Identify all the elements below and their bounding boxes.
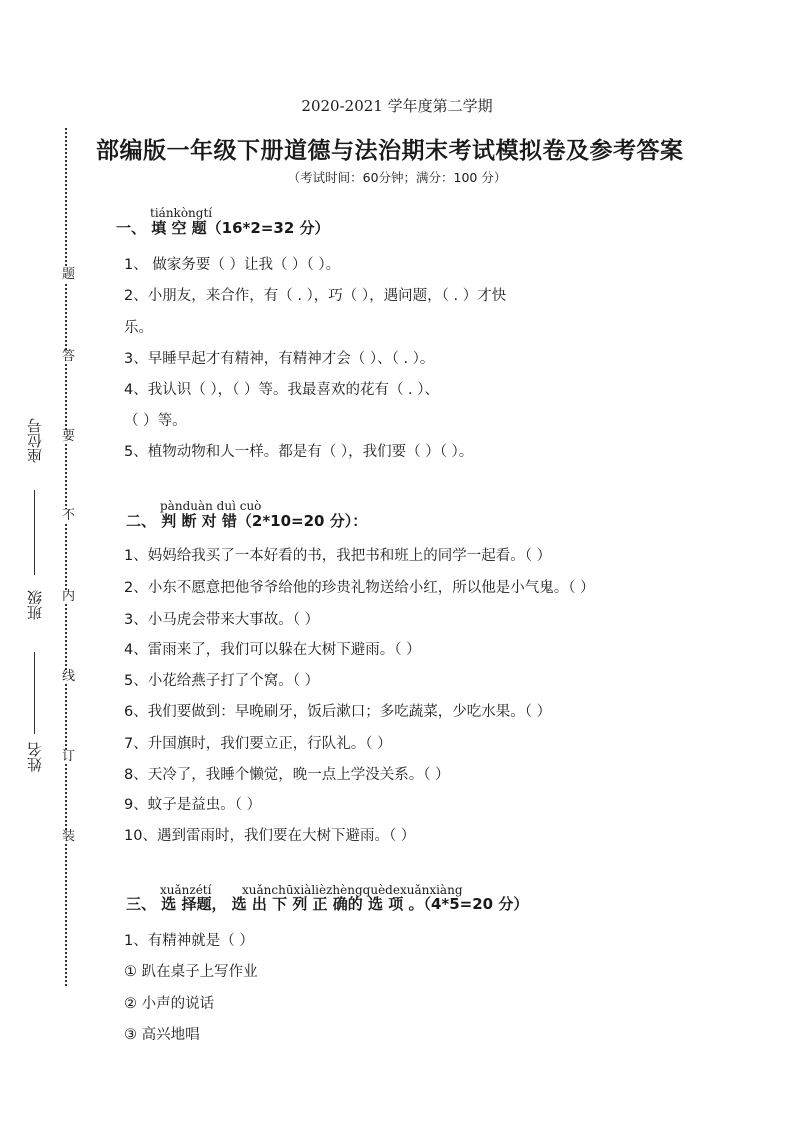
option: ② 小声的说话 bbox=[124, 996, 215, 1012]
seal-char: 内 bbox=[62, 589, 76, 604]
class-field[interactable] bbox=[34, 652, 35, 734]
question: （ ）等。 bbox=[124, 413, 187, 429]
section-pinyin: pànduàn duì cuò bbox=[160, 499, 262, 513]
exam-subtitle: （考试时间：60分钟；满分：100 分） bbox=[287, 170, 507, 185]
question: 5、植物动物和人一样。都是有（ ），我们要（ ）（ ）。 bbox=[124, 444, 474, 460]
binding-dotted-line bbox=[65, 128, 67, 986]
option: ① 趴在桌子上写作业 bbox=[124, 964, 258, 980]
question: 5、小花给燕子打了个窝。（ ） bbox=[124, 673, 320, 689]
seal-char: 线 bbox=[62, 669, 76, 684]
question: 乐。 bbox=[124, 320, 153, 336]
seal-char: 不 bbox=[62, 508, 76, 523]
section-heading: 一、 填 空 题（16*2=32 分） bbox=[116, 219, 330, 237]
question: 2、小东不愿意把他爷爷给他的珍贵礼物送给小红，所以他是小气鬼。（ ） bbox=[124, 580, 595, 596]
question: 3、小马虎会带来大事故。（ ） bbox=[124, 612, 320, 628]
question: 4、我认识（ ），（ ）等。我最喜欢的花有（ . ）、 bbox=[124, 382, 440, 398]
question: 9、蚊子是益虫。（ ） bbox=[124, 797, 262, 813]
question: 2、小朋友，来合作，有（ . ），巧（ ），遇问题，（ . ）才快 bbox=[124, 288, 507, 304]
section-pinyin: xuǎnchūxiàlièzhèngquèdexuǎnxiàng bbox=[242, 883, 463, 897]
question: 6、我们要做到：早晚刷牙，饭后漱口；多吃蔬菜，少吃水果。（ ） bbox=[124, 704, 552, 720]
seat-number-field[interactable] bbox=[34, 490, 35, 575]
section-pinyin: tiánkòngtí bbox=[150, 206, 213, 220]
section-pinyin: xuǎnzétí bbox=[160, 883, 212, 897]
question: 1、妈妈给我买了一本好看的书，我把书和班上的同学一起看。（ ） bbox=[124, 548, 552, 564]
name-label: 姓名 bbox=[26, 742, 44, 772]
seal-char: 订 bbox=[62, 749, 76, 764]
question: 10、遇到雷雨时，我们要在大树下避雨。（ ） bbox=[124, 828, 416, 844]
question: 7、升国旗时，我们要立正，行队礼。（ ） bbox=[124, 736, 392, 752]
question: 1、有精神就是（ ） bbox=[124, 933, 254, 949]
seal-char: 题 bbox=[62, 267, 76, 282]
exam-title: 部编版一年级下册道德与法治期末考试模拟卷及参考答案 bbox=[96, 138, 684, 164]
question: 1、 做家务要（ ）让我（ ）（ ）。 bbox=[124, 257, 341, 273]
question: 8、天冷了，我睡个懒觉，晚一点上学没关系。（ ） bbox=[124, 767, 450, 783]
seal-char: 要 bbox=[62, 429, 76, 444]
school-year: 2020-2021 学年度第二学期 bbox=[301, 97, 493, 115]
question: 3、早睡早起才有精神，有精神才会（ ）、（ . ）。 bbox=[124, 351, 435, 367]
seal-char: 装 bbox=[62, 829, 76, 844]
question: 4、雷雨来了，我们可以躲在大树下避雨。（ ） bbox=[124, 642, 421, 658]
seat-number-label: 座位号 bbox=[26, 418, 44, 463]
class-label: 班级 bbox=[26, 590, 44, 620]
seal-char: 答 bbox=[62, 349, 76, 364]
section-heading: 三、 选 择题， 选 出 下 列 正 确的 选 项 。（4*5=20 分） bbox=[126, 895, 529, 913]
section-heading: 二、 判 断 对 错（2*10=20 分）： bbox=[126, 512, 368, 530]
option: ③ 高兴地唱 bbox=[124, 1027, 200, 1043]
